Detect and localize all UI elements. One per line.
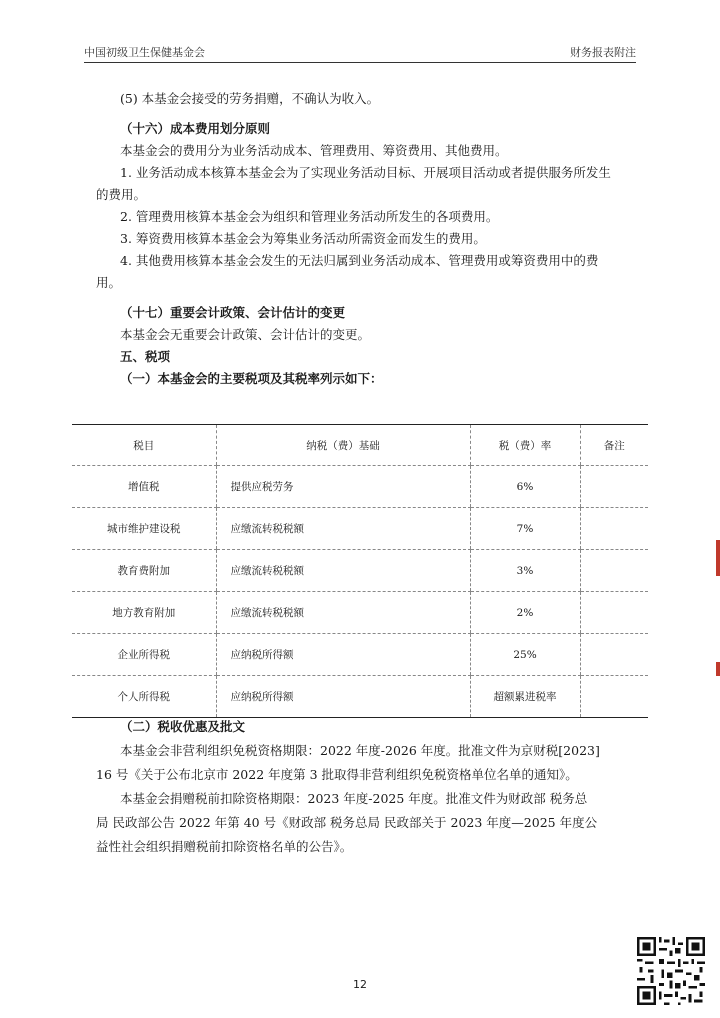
table-row xyxy=(72,592,648,634)
page-number: 12 xyxy=(353,978,367,991)
paragraph: 本基金会捐赠税前扣除资格期限：2023 年度-2025 年度。批准文件为财政部 税务总 xyxy=(120,791,588,806)
tax-remark-cell xyxy=(580,634,648,676)
col-header-tax-item: 税目 xyxy=(72,425,216,466)
paragraph: 益性社会组织捐赠税前扣除资格名单的公告》。 xyxy=(96,839,353,854)
tax-table xyxy=(72,424,648,718)
body-text-top xyxy=(96,88,626,390)
tax-item-cell: 增值税 xyxy=(72,466,216,508)
tax-basis-cell: 提供应税劳务 xyxy=(216,466,470,508)
table-row xyxy=(72,634,648,676)
tax-remark-cell xyxy=(580,508,648,550)
spacer xyxy=(96,110,626,118)
header-section-title: 财务报表附注 xyxy=(570,46,636,59)
tax-rate-cell: 7% xyxy=(470,508,580,550)
edge-mark xyxy=(716,662,720,676)
paragraph: 2. 管理费用核算本基金会为组织和管理业务活动所发生的各项费用。 xyxy=(120,209,499,224)
tax-rate-cell: 2% xyxy=(470,592,580,634)
tax-basis-cell: 应缴流转税税额 xyxy=(216,592,470,634)
table-row xyxy=(72,508,648,550)
col-header-basis: 纳税（费）基础 xyxy=(216,425,470,466)
page-header xyxy=(84,40,636,63)
tax-basis-cell: 应缴流转税税额 xyxy=(216,550,470,592)
col-header-rate: 税（费）率 xyxy=(470,425,580,466)
tax-item-cell: 城市维护建设税 xyxy=(72,508,216,550)
paragraph: 3. 筹资费用核算本基金会为筹集业务活动所需资金而发生的费用。 xyxy=(120,231,486,246)
paragraph: 用。 xyxy=(96,275,122,290)
tax-remark-cell xyxy=(580,676,648,718)
table-row xyxy=(72,466,648,508)
paragraph: 4. 其他费用核算本基金会发生的无法归属到业务活动成本、管理费用或筹资费用中的费 xyxy=(120,253,599,268)
tax-basis-cell: 应纳税所得额 xyxy=(216,634,470,676)
paragraph: 本基金会的费用分为业务活动成本、管理费用、筹资费用、其他费用。 xyxy=(120,143,508,158)
section-heading: 五、税项 xyxy=(120,349,171,364)
tax-item-cell: 企业所得税 xyxy=(72,634,216,676)
paragraph: (5) 本基金会接受的劳务捐赠，不确认为收入。 xyxy=(120,91,380,106)
paragraph: 本基金会无重要会计政策、会计估计的变更。 xyxy=(120,327,371,342)
header-org-name: 中国初级卫生保健基金会 xyxy=(84,46,205,59)
tax-item-cell: 个人所得税 xyxy=(72,676,216,718)
paragraph: 局 民政部公告 2022 年第 40 号《财政部 税务总局 民政部关于 2023 年度—2025 年度公 xyxy=(96,815,598,830)
paragraph: 的费用。 xyxy=(96,187,147,202)
tax-remark-cell xyxy=(580,592,648,634)
tax-item-cell: 教育费附加 xyxy=(72,550,216,592)
section-heading: （一）本基金会的主要税项及其税率列示如下： xyxy=(120,371,383,386)
section-heading: （十七）重要会计政策、会计估计的变更 xyxy=(120,305,346,320)
paragraph: 本基金会非营利组织免税资格期限：2022 年度-2026 年度。批准文件为京财税[2023] xyxy=(120,743,600,758)
section-heading: （二）税收优惠及批文 xyxy=(120,719,246,734)
tax-remark-cell xyxy=(580,550,648,592)
section-heading: （十六）成本费用划分原则 xyxy=(120,121,271,136)
tax-item-cell: 地方教育附加 xyxy=(72,592,216,634)
tax-rate-cell: 超额累进税率 xyxy=(470,676,580,718)
tax-basis-cell: 应缴流转税税额 xyxy=(216,508,470,550)
tax-rate-cell: 6% xyxy=(470,466,580,508)
tax-rate-cell: 3% xyxy=(470,550,580,592)
qr-code-icon xyxy=(637,937,705,1005)
body-text-bottom xyxy=(96,715,626,859)
paragraph: 16 号《关于公布北京市 2022 年度第 3 批取得非营利组织免税资格单位名单的通知》。 xyxy=(96,767,578,782)
tax-rate-cell: 25% xyxy=(470,634,580,676)
table-row xyxy=(72,676,648,718)
tax-basis-cell: 应纳税所得额 xyxy=(216,676,470,718)
spacer xyxy=(96,294,626,302)
paragraph: 1. 业务活动成本核算本基金会为了实现业务活动目标、开展项目活动或者提供服务所发生 xyxy=(120,165,611,180)
col-header-remark: 备注 xyxy=(580,425,648,466)
table-row xyxy=(72,550,648,592)
tax-remark-cell xyxy=(580,466,648,508)
table-header-row xyxy=(72,425,648,466)
edge-mark xyxy=(716,540,720,576)
